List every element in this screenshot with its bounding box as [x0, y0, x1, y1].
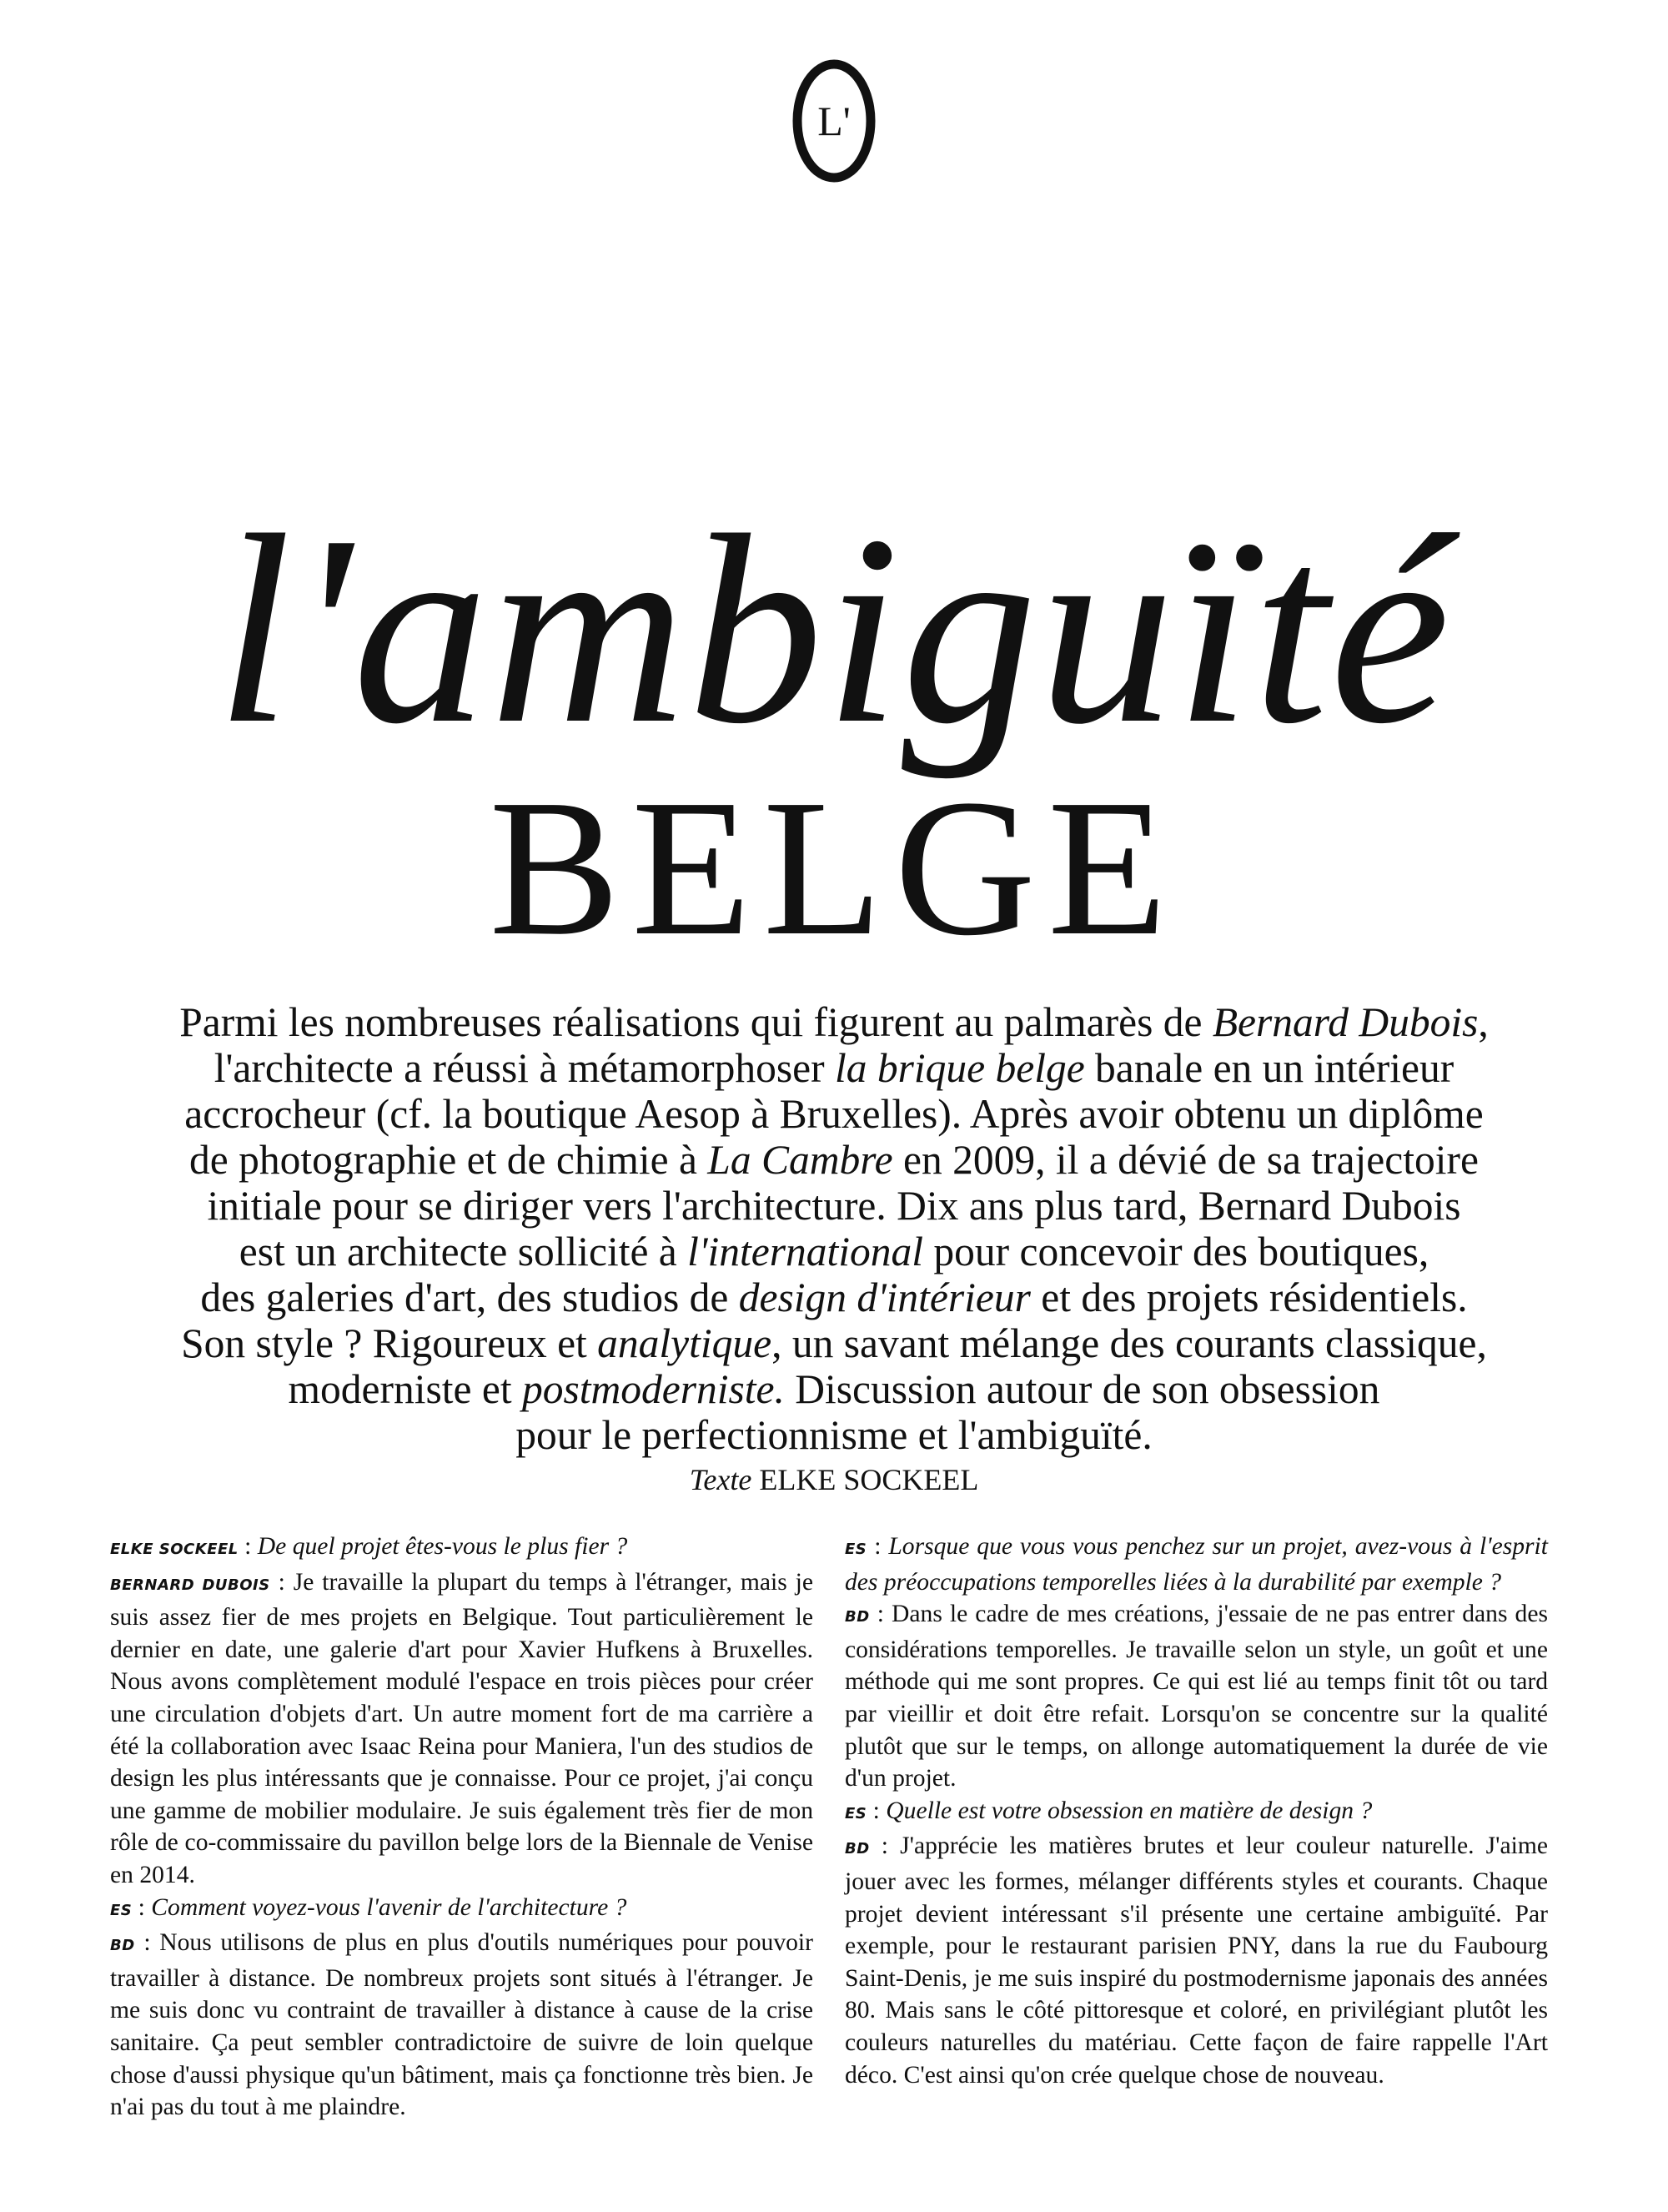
intro-emphasis: Bernard Dubois	[1212, 999, 1479, 1045]
intro-text: banale en un intérieur	[1084, 1045, 1454, 1091]
answer-text: Je travaille la plupart du temps à l'étranger, mais je suis assez fier de mes projets en Belgique. Tout particulièrement le dernier en date, une galerie d'art pour Xavier Hufkens à Bruxelles. Nous avons complètement modulé l'espace en trois pièces pour créer une circulation d'objets d'art. Un autre moment fort de ma carrière a été la collaboration avec Isaac Reina pour Maniera, l'un des studios de design les plus intéressants que je connaisse. Pour ce projet, j'ai conçu une gamme de mobilier modulaire. Je suis également très fier de mon rôle de co-commissaire du pavillon belge lors de la Biennale de Venise en 2014.	[110, 1568, 813, 1888]
byline	[0, 1461, 1668, 1498]
interview-column-left	[110, 1531, 813, 2124]
answer-text: Nous utilisons de plus en plus d'outils numériques pour pouvoir travailler à distance. De nombreux projets sont situés à l'étranger. Je me suis donc vu contraint de travailler à distance à cause de la crise sanitaire. Ça peut sembler contradictoire de suivre de loin quelque chose d'aussi physique qu'un bâtiment, mais ça fonctionne très bien. Je n'ai pas du tout à me plaindre.	[110, 1929, 813, 2121]
byline-label: Texte	[689, 1463, 752, 1496]
intro-text: l'architecte a réussi à métamorphoser	[214, 1045, 835, 1091]
speaker-label: BD	[110, 1937, 135, 1955]
speaker-label: BD	[845, 1840, 870, 1858]
intro-text: accrocheur (cf. la boutique Aesop à Bruxelles). Après avoir obtenu un diplôme	[184, 1091, 1484, 1137]
intro-text: pour le perfectionnisme et l'ambiguïté.	[515, 1412, 1153, 1458]
intro-text: des galeries d'art, des studios de	[200, 1274, 739, 1320]
intro-text: pour concevoir des boutiques,	[923, 1229, 1429, 1274]
speaker-label: BD	[845, 1608, 870, 1626]
interview-question: ELKE SOCKEEL : De quel projet êtes-vous le plus fier ?	[110, 1533, 628, 1560]
logo-mark	[784, 58, 884, 183]
intro-text: Son style ? Rigoureux et	[181, 1320, 598, 1366]
interview-answer: BD : Dans le cadre de mes créations, j'essaie de ne pas entrer dans des considérations temporelles. Je travaille selon un style, un goût et une méthode qui me sont propres. Ce qui est lié au temps finit tôt ou tard par vieillir et doit être refait. Lorsqu'on se concentre sur la qualité plutôt que sur le temps, on allonge automatiquement la durée de vie d'un projet.	[845, 1601, 1548, 1792]
speaker-label: BERNARD DUBOIS	[110, 1576, 270, 1594]
headline-caps: BELGE	[489, 759, 1179, 976]
speaker-label: ES	[845, 1541, 867, 1558]
intro-text: Parmi les nombreuses réalisations qui figurent au palmarès de	[179, 999, 1213, 1045]
intro-emphasis: l'international	[687, 1229, 923, 1274]
intro-paragraph	[125, 999, 1543, 1458]
headline-script: l'ambiguïté	[216, 480, 1452, 780]
question-text: Lorsque que vous vous penchez sur un projet, avez-vous à l'esprit des préoccupations temporelles liées à la durabilité par exemple ?	[845, 1533, 1548, 1596]
interview-question: ES : Comment voyez-vous l'avenir de l'architecture ?	[110, 1893, 627, 1921]
speaker-label: ES	[845, 1804, 867, 1822]
answer-text: J'apprécie les matières brutes et leur couleur naturelle. J'aime jouer avec les formes, mélanger différents styles et courants. Chaque projet devient intéressant s'il présente une certaine ambiguïté. Par exemple, pour le restaurant parisien PNY, dans la rue du Faubourg Saint-Denis, je me suis inspiré du postmodernisme japonais des années 80. Mais sans le côté pittoresque et coloré, en privilégiant plutôt les couleurs naturelles du matériau. Cette façon de faire rappelle l'Art déco. C'est ainsi qu'on crée quelque chose de nouveau.	[845, 1832, 1548, 2089]
answer-text: Dans le cadre de mes créations, j'essaie de ne pas entrer dans des considérations temporelles. Je travaille selon un style, un goût et une méthode qui me sont propres. Ce qui est lié au temps finit tôt ou tard par vieillir et doit être refait. Lorsqu'on se concentre sur la qualité plutôt que sur le temps, on allonge automatiquement la durée de vie d'un projet.	[845, 1601, 1548, 1792]
interview-column-right	[845, 1531, 1548, 2091]
intro-text: initiale pour se diriger vers l'architecture. Dix ans plus tard, Bernard Dubois	[207, 1183, 1461, 1229]
intro-text: ,	[1478, 999, 1489, 1045]
interview-question: ES : Quelle est votre obsession en matière de design ?	[845, 1797, 1373, 1824]
intro-emphasis: la brique belge	[834, 1045, 1085, 1091]
intro-text: de photographie et de chimie à	[189, 1137, 708, 1183]
intro-emphasis: analytique	[597, 1320, 772, 1366]
question-text: Quelle est votre obsession en matière de design ?	[886, 1797, 1373, 1824]
interview-answer: BD : Nous utilisons de plus en plus d'outils numériques pour pouvoir travailler à distance. De nombreux projets sont situés à l'étranger. Je me suis donc vu contraint de travailler à distance à cause de la crise sanitaire. Ça peut sembler contradictoire de suivre de loin quelque chose d'aussi physique qu'un bâtiment, mais ça fonctionne très bien. Je n'ai pas du tout à me plaindre.	[110, 1929, 813, 2121]
intro-text: , un savant mélange des courants classique,	[771, 1320, 1487, 1366]
logo-letters: L'	[817, 98, 851, 144]
intro-text: et des projets résidentiels.	[1030, 1274, 1468, 1320]
intro-text: en 2009, il a dévié de sa trajectoire	[892, 1137, 1479, 1183]
interview-answer: BD : J'apprécie les matières brutes et leur couleur naturelle. J'aime jouer avec les formes, mélanger différents styles et courants. Chaque projet devient intéressant s'il présente une certaine ambiguïté. Par exemple, pour le restaurant parisien PNY, dans la rue du Faubourg Saint-Denis, je me suis inspiré du postmodernisme japonais des années 80. Mais sans le côté pittoresque et coloré, en privilégiant plutôt les couleurs naturelles du matériau. Cette façon de faire rappelle l'Art déco. C'est ainsi qu'on crée quelque chose de nouveau.	[845, 1832, 1548, 2089]
intro-emphasis: postmoderniste.	[521, 1366, 785, 1412]
intro-emphasis: La Cambre	[707, 1137, 893, 1183]
intro-text: est un architecte sollicité à	[239, 1229, 688, 1274]
intro-text: moderniste et	[288, 1366, 522, 1412]
speaker-label: ES	[110, 1901, 133, 1919]
intro-emphasis: design d'intérieur	[738, 1274, 1031, 1320]
interview-answer: BERNARD DUBOIS : Je travaille la plupart du temps à l'étranger, mais je suis assez fier de mes projets en Belgique. Tout particulièrement le dernier en date, une galerie d'art pour Xavier Hufkens à Bruxelles. Nous avons complètement modulé l'espace en trois pièces pour créer une circulation d'objets d'art. Un autre moment fort de ma carrière a été la collaboration avec Isaac Reina pour Maniera, l'un des studios de design les plus intéressants que je connaisse. Pour ce projet, j'ai conçu une gamme de mobilier modulaire. Je suis également très fier de mon rôle de co-commissaire du pavillon belge lors de la Biennale de Venise en 2014.	[110, 1568, 813, 1888]
question-text: Comment voyez-vous l'avenir de l'architecture ?	[151, 1893, 627, 1921]
intro-text: Discussion autour de son obsession	[784, 1366, 1380, 1412]
byline-author: ELKE SOCKEEL	[759, 1463, 979, 1496]
speaker-label: ELKE SOCKEEL	[110, 1541, 239, 1558]
magazine-logo-icon	[784, 58, 884, 183]
question-text: De quel projet êtes-vous le plus fier ?	[257, 1533, 628, 1560]
interview-question: ES : Lorsque que vous vous penchez sur un projet, avez-vous à l'esprit des préoccupations temporelles liées à la durabilité par exemple ?	[845, 1533, 1548, 1596]
